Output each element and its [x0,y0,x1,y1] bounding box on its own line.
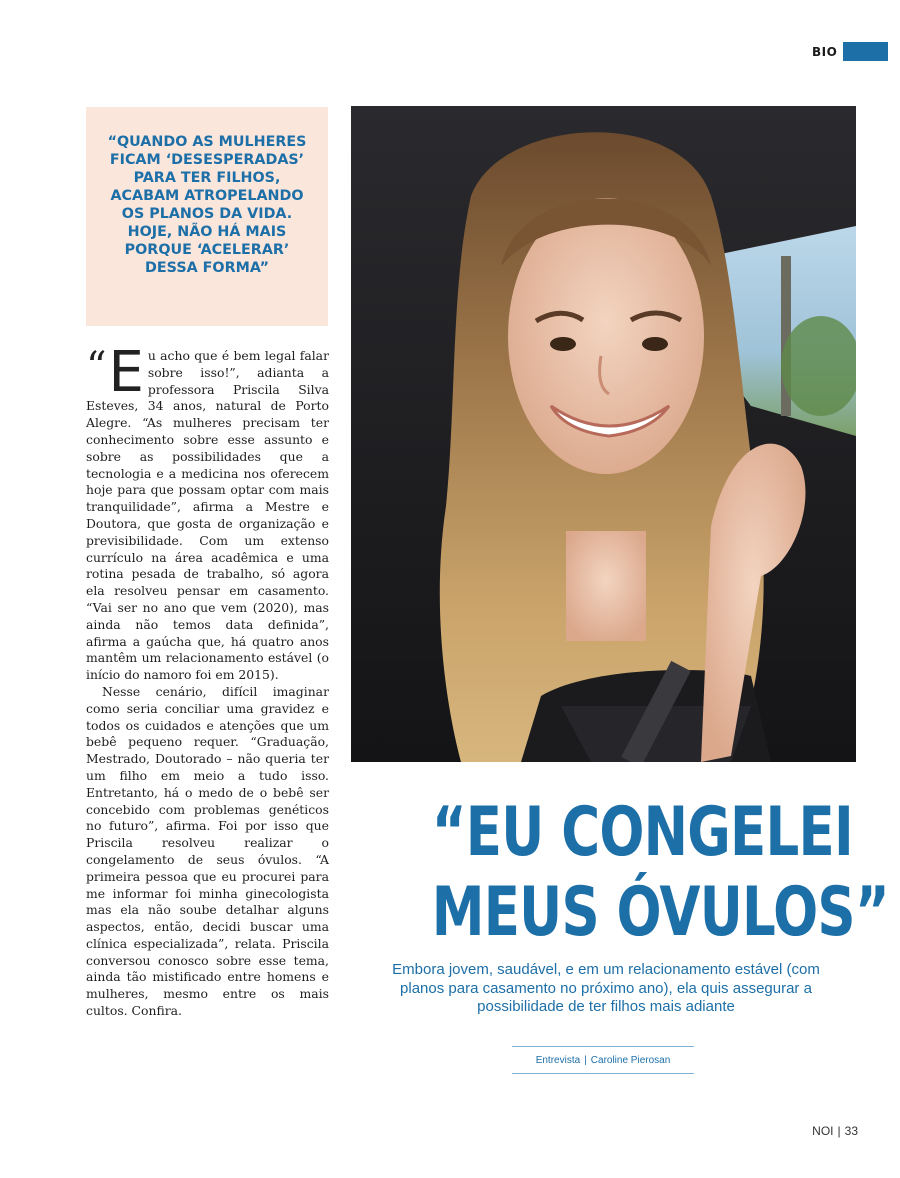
byline-author: Caroline Pierosan [590,1054,671,1066]
article-subtitle: Embora jovem, saudável, e em um relacionamento estável (com planos para casamento no próximo ano), ela quis assegurar a possibilidade de ter filhos mais adiante [392,961,820,1015]
section-tag-label: BIO [812,44,838,59]
drop-cap-letter: E [108,340,144,405]
byline [512,1046,694,1074]
section-tag [812,42,888,61]
byline-label: Entrevista [535,1054,581,1066]
article-body [86,340,329,1020]
pull-quote-box [86,107,328,326]
article-headline [431,793,889,953]
page-folio [788,1124,858,1138]
paragraph-1-text: u acho que é bem legal falar sobre isso!”, adianta a professora Priscila Silva Esteves, 34 anos, natural de Porto Alegre. “As mulheres precisam ter conhecimento sobre esse assunto e sobre as possibilidades que a tecnologia e a medicina nos oferecem hoje para que possam optar com mais tranquilidade”, afirma a Mestre e Doutora, que gosta de organização e previsibilidade. Com um extenso currículo na área acadêmica e uma rotina pesada de trabalho, só agora ela resolveu pensar em casamento. “Vai ser no ano que vem (2020), mas ainda não temos data definida”, afirma a gaúcha que, há quatro anos mantêm um relacionamento estável (o início do namoro foi em 2015). [86,348,329,683]
folio-magazine: NOI [812,1124,834,1138]
article-paragraph-1 [86,340,329,684]
article-paragraph-2: Nesse cenário, difícil imaginar como seria conciliar uma gravidez e todos os cuidados e atenções que um bebê pequeno requer. “Graduação, Mestrado, Doutorado – não queria ter um filho em meio a tudo isso. Entretanto, há o medo de o bebê ser concebido com problemas genéticos no futuro”, afirma. Foi por isso que Priscila resolveu realizar o congelamento de seus óvulos. “A primeira pessoa que eu procurei para me informar foi minha ginecologista mas ela não soube detalhar alguns aspectos, então, decidi buscar uma clínica especializada”, relata. Priscila conversou conosco sobre esse tema, ainda tão mistificado entre homens e mulheres, mesmo entre os mais cultos. Confira. [86,683,329,1019]
drop-cap-quote: “ [86,344,107,390]
headline-line-2: MEUS ÓVULOS” [431,873,889,952]
folio-separator: | [837,1124,841,1138]
headline-line-1: “EU CONGELEI [431,793,853,872]
pull-quote-text: “QUANDO AS MULHERES FICAM ‘DESESPERADAS’ PARA TER FILHOS, ACABAM ATROPELANDO OS PLANOS DA VIDA. HOJE, NÃO HÁ MAIS PORQUE ‘ACELERAR’ DESSA FORMA” [107,134,307,276]
byline-separator: | [584,1054,587,1066]
drop-cap [86,340,144,405]
page-number: 33 [844,1124,858,1138]
portrait-illustration [351,106,856,762]
portrait-photo [351,106,856,762]
section-tag-bar [843,42,888,61]
